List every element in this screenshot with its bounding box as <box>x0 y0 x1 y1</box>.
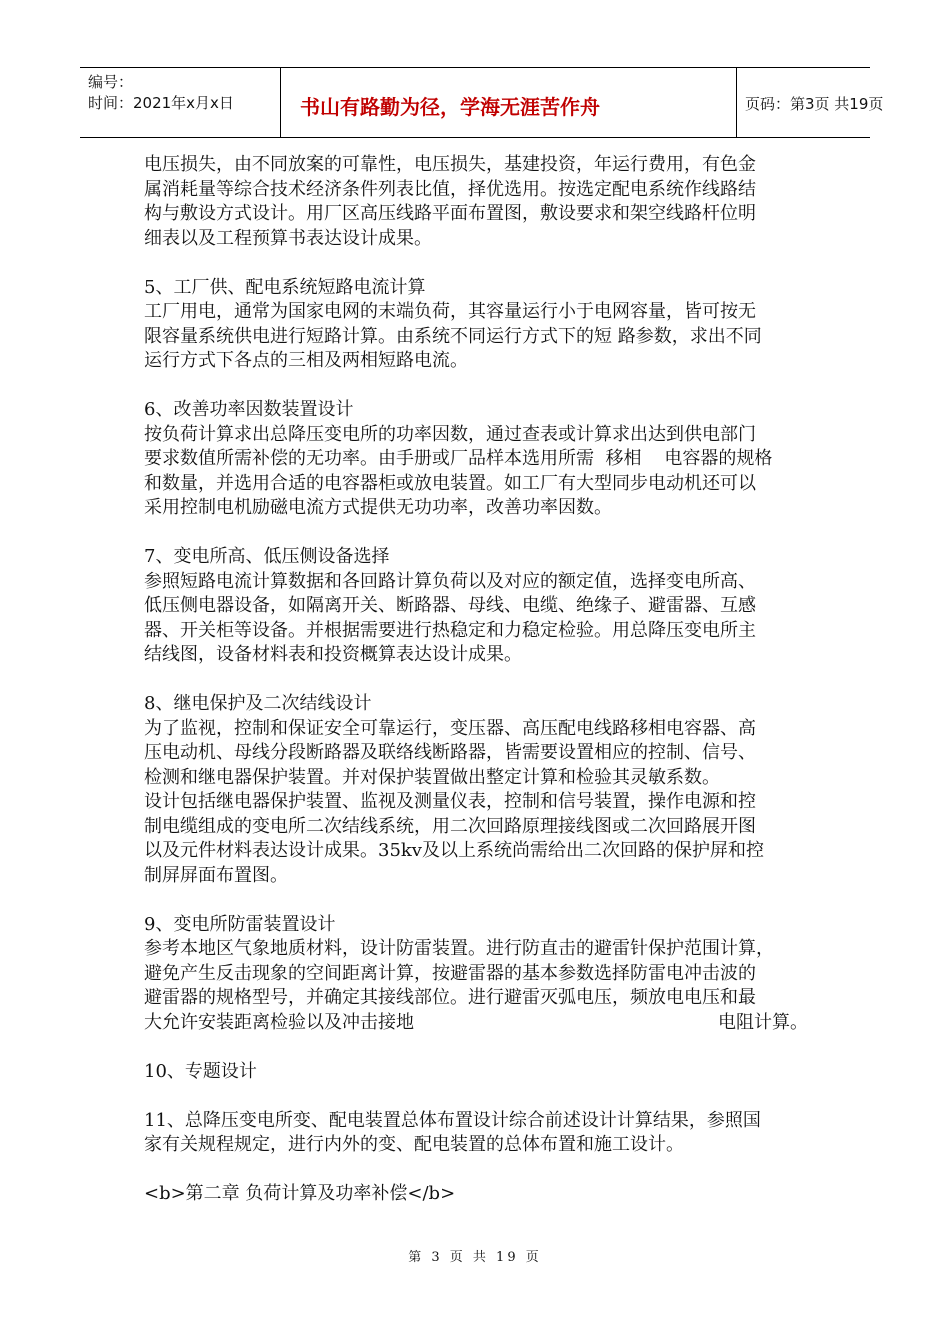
body-line: 采用控制电机励磁电流方式提供无功功率，改善功率因数。 <box>144 497 612 518</box>
page-footer: 第 3 页 共 19 页 <box>408 1250 542 1265</box>
body-line: 检测和继电器保护装置。并对保护装置做出整定计算和检验其灵敏系数。 <box>144 766 720 788</box>
section-heading: 10、专题设计 <box>144 1060 257 1082</box>
section-heading: 6、改善功率因数装置设计 <box>144 399 354 420</box>
body-line: 和数量，并选用合适的电容器柜或放电装置。如工厂有大型同步电动机还可以 <box>144 472 756 494</box>
body-line: 细表以及工程预算书表达设计成果。 <box>144 227 432 249</box>
body-line: 参照短路电流计算数据和各回路计算负荷以及对应的额定值，选择变电所高、 <box>144 570 756 592</box>
body-line: 家有关规程规定，进行内外的变、配电装置的总体布置和施工设计。 <box>144 1134 684 1155</box>
body-line: 要求数值所需补偿的无功率。由手册或厂品样本选用所需 移相 电容器的规格 <box>144 448 773 469</box>
body-line-right: 电阻计算。 <box>718 1011 808 1033</box>
page-header <box>80 67 884 138</box>
body-line: 11、总降压变电所变、配电装置总体布置设计综合前述设计计算结果，参照国 <box>144 1109 761 1131</box>
time-label: 时间：2021年x月x日 <box>88 94 234 112</box>
page-info: 页码：第3页 共19页 <box>745 95 884 113</box>
body-line: 低压侧电器设备，如隔离开关、断路器、母线、电缆、绝缘子、避雷器、互感 <box>144 595 756 616</box>
body-line: 构与敷设方式设计。用厂区高压线路平面布置图，敷设要求和架空线路杆位明 <box>144 203 756 224</box>
body-line: 器、开关柜等设备。并根据需要进行热稳定和力稳定检验。用总降压变电所主 <box>144 619 756 641</box>
body-line: 制电缆组成的变电所二次结线系统，用二次回路原理接线图或二次回路展开图 <box>144 815 756 837</box>
body-line: 避免产生反击现象的空间距离计算，按避雷器的基本参数选择防雷电冲击波的 <box>144 962 756 984</box>
body-line: 以及元件材料表达设计成果。35kv及以上系统尚需给出二次回路的保护屏和控 <box>144 840 764 861</box>
section-heading: 9、变电所防雷装置设计 <box>144 913 336 935</box>
body-line: 电压损失，由不同放案的可靠性，电压损失，基建投资，年运行费用，有色金 <box>144 154 756 175</box>
motto: 书山有路勤为径，学海无涯苦作舟 <box>300 95 600 119</box>
body-line: 属消耗量等综合技术经济条件列表比值，择优选用。按选定配电系统作线路结 <box>144 178 756 200</box>
header-motto-cell <box>280 68 737 137</box>
section-heading: 5、工厂供、配电系统短路电流计算 <box>144 276 426 298</box>
body-line: 设计包括继电器保护装置、监视及测量仪表，控制和信号装置，操作电源和控 <box>144 791 756 812</box>
body-line-split <box>144 1011 814 1036</box>
header-page-cell <box>737 68 884 137</box>
body-line: 工厂用电，通常为国家电网的末端负荷，其容量运行小于电网容量，皆可按无 <box>144 301 756 322</box>
body-line-left: 大允许安装距离检验以及冲击接地 <box>144 1011 414 1033</box>
chapter-heading: <b>第二章 负荷计算及功率补偿</b> <box>144 1183 456 1204</box>
header-meta <box>80 68 281 137</box>
section-heading: 7、变电所高、低压侧设备选择 <box>144 546 390 567</box>
body-line: 避雷器的规格型号，并确定其接线部位。进行避雷灭弧电压，频放电电压和最 <box>144 987 756 1008</box>
document-body <box>144 153 814 1207</box>
body-line: 限容量系统供电进行短路计算。由系统不同运行方式下的短 路参数，求出不同 <box>144 325 762 347</box>
section-heading: 8、继电保护及二次结线设计 <box>144 693 372 714</box>
body-line: 压电动机、母线分段断路器及联络线断路器，皆需要设置相应的控制、信号、 <box>144 742 756 763</box>
body-line: 结线图，设备材料表和投资概算表达设计成果。 <box>144 644 522 665</box>
body-line: 运行方式下各点的三相及两相短路电流。 <box>144 350 468 371</box>
body-line: 制屏屏面布置图。 <box>144 864 288 886</box>
body-line: 为了监视，控制和保证安全可靠运行，变压器、高压配电线路移相电容器、高 <box>144 717 756 739</box>
body-line: 按负荷计算求出总降压变电所的功率因数，通过查表或计算求出达到供电部门 <box>144 423 756 445</box>
number-label: 编号： <box>88 73 134 91</box>
body-line: 参考本地区气象地质材料，设计防雷装置。进行防直击的避雷针保护范围计算， <box>144 938 774 959</box>
